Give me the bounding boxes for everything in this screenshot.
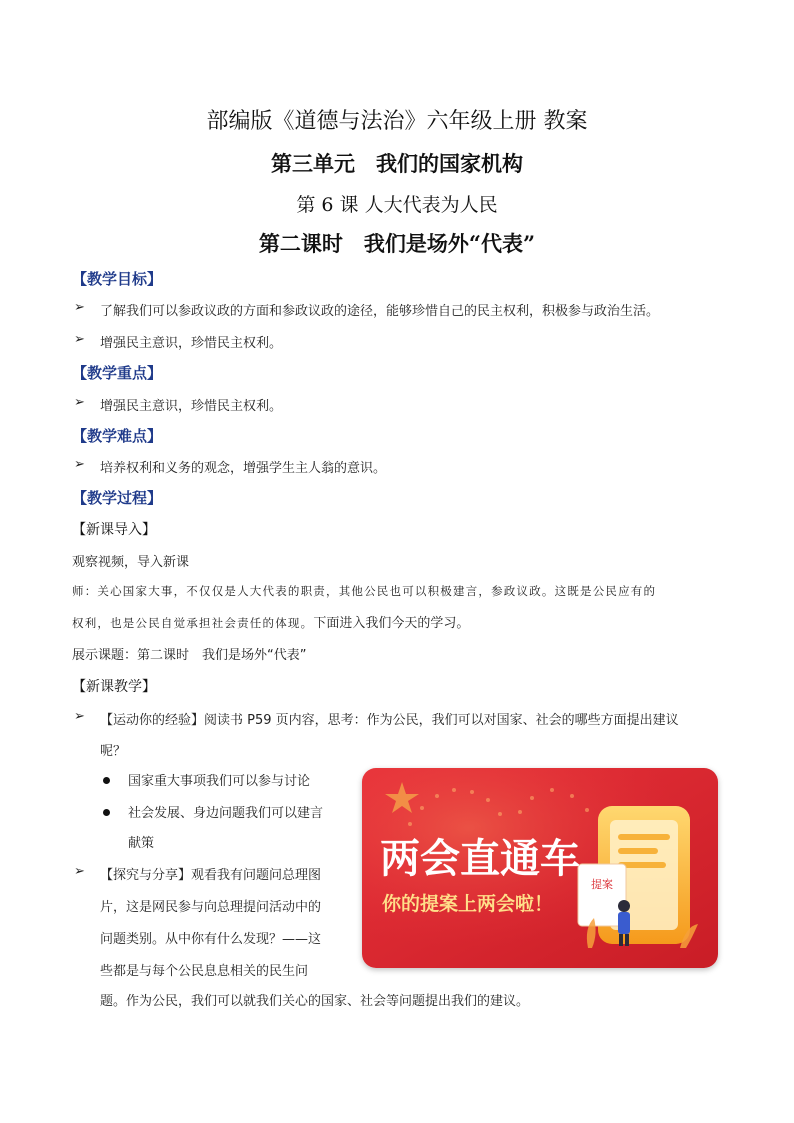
activity2-line5: 题。作为公民，我们可以就我们关心的国家、社会等问题提出我们的建议。 bbox=[100, 994, 530, 1009]
arrow-bullet-icon: ➢ bbox=[74, 864, 85, 879]
intro-line: 观察视频，导入新课 bbox=[72, 555, 190, 570]
arrow-bullet-icon: ➢ bbox=[74, 709, 85, 724]
activity2-line4: 些都是与每个公民息息相关的民生问 bbox=[100, 964, 309, 979]
focus-item: 增强民主意识，珍惜民主权利。 bbox=[100, 399, 283, 414]
topic-line: 展示课题：第二课时 我们是场外“代表” bbox=[72, 648, 307, 663]
banner-headline: 两会直通车 bbox=[380, 836, 580, 882]
lesson-title: 第 6 课 人大代表为人民 bbox=[296, 194, 498, 216]
teacher-line-1: 师：关心国家大事，不仅仅是人大代表的职责，其他公民也可以积极建言，参政议政。这既是公民应有的 bbox=[72, 584, 657, 598]
difficulty-item: 培养权利和义务的观念，增强学生主人翁的意识。 bbox=[100, 461, 387, 476]
activity2-line2: 片，这是网民参与向总理提问活动中的 bbox=[100, 900, 322, 915]
activity2-line3: 问题类别。从中你有什么发现？——这 bbox=[100, 932, 322, 947]
bullet-dot-icon bbox=[103, 777, 110, 784]
banner-tag: 提案 bbox=[591, 878, 613, 891]
bullet-2b: 献策 bbox=[128, 836, 155, 851]
lianghui-banner-image bbox=[362, 768, 718, 968]
activity1-line2: 呢？ bbox=[100, 744, 127, 759]
teacher-line-2b: 下面进入我们今天的学习。 bbox=[313, 616, 470, 631]
document-title: 部编版《道德与法治》六年级上册 教案 bbox=[206, 109, 588, 134]
arrow-bullet-icon: ➢ bbox=[74, 457, 85, 472]
teaching-heading: 【新课教学】 bbox=[72, 679, 156, 695]
process-heading: 【教学过程】 bbox=[72, 489, 163, 507]
intro-heading: 【新课导入】 bbox=[72, 522, 156, 538]
objectives-heading: 【教学目标】 bbox=[72, 270, 163, 288]
teacher-line-2 bbox=[72, 612, 469, 631]
teacher-line-2a: 权利，也是公民自觉承担社会责任的体现。 bbox=[72, 616, 314, 630]
bullet-1: 国家重大事项我们可以参与讨论 bbox=[128, 774, 311, 789]
activity1-line1: 【运动你的经验】阅读书 P59 页内容，思考：作为公民，我们可以对国家、社会的哪些方面提出建议 bbox=[100, 713, 679, 728]
focus-heading: 【教学重点】 bbox=[72, 364, 163, 382]
objective-2: 增强民主意识，珍惜民主权利。 bbox=[100, 336, 283, 351]
arrow-bullet-icon: ➢ bbox=[74, 395, 85, 410]
activity2-line1: 【探究与分享】观看我有问题问总理图 bbox=[100, 868, 322, 883]
period-title: 第二课时 我们是场外“代表” bbox=[258, 231, 536, 256]
objective-1: 了解我们可以参政议政的方面和参政议政的途径，能够珍惜自己的民主权利，积极参与政治生活。 bbox=[100, 304, 660, 319]
arrow-bullet-icon: ➢ bbox=[74, 332, 85, 347]
arrow-bullet-icon: ➢ bbox=[74, 300, 85, 315]
bullet-2a: 社会发展、身边问题我们可以建言 bbox=[128, 806, 324, 821]
banner-subline: 你的提案上两会啦！ bbox=[382, 893, 554, 915]
bullet-dot-icon bbox=[103, 809, 110, 816]
difficulty-heading: 【教学难点】 bbox=[72, 427, 163, 445]
unit-title: 第三单元 我们的国家机构 bbox=[271, 152, 523, 176]
